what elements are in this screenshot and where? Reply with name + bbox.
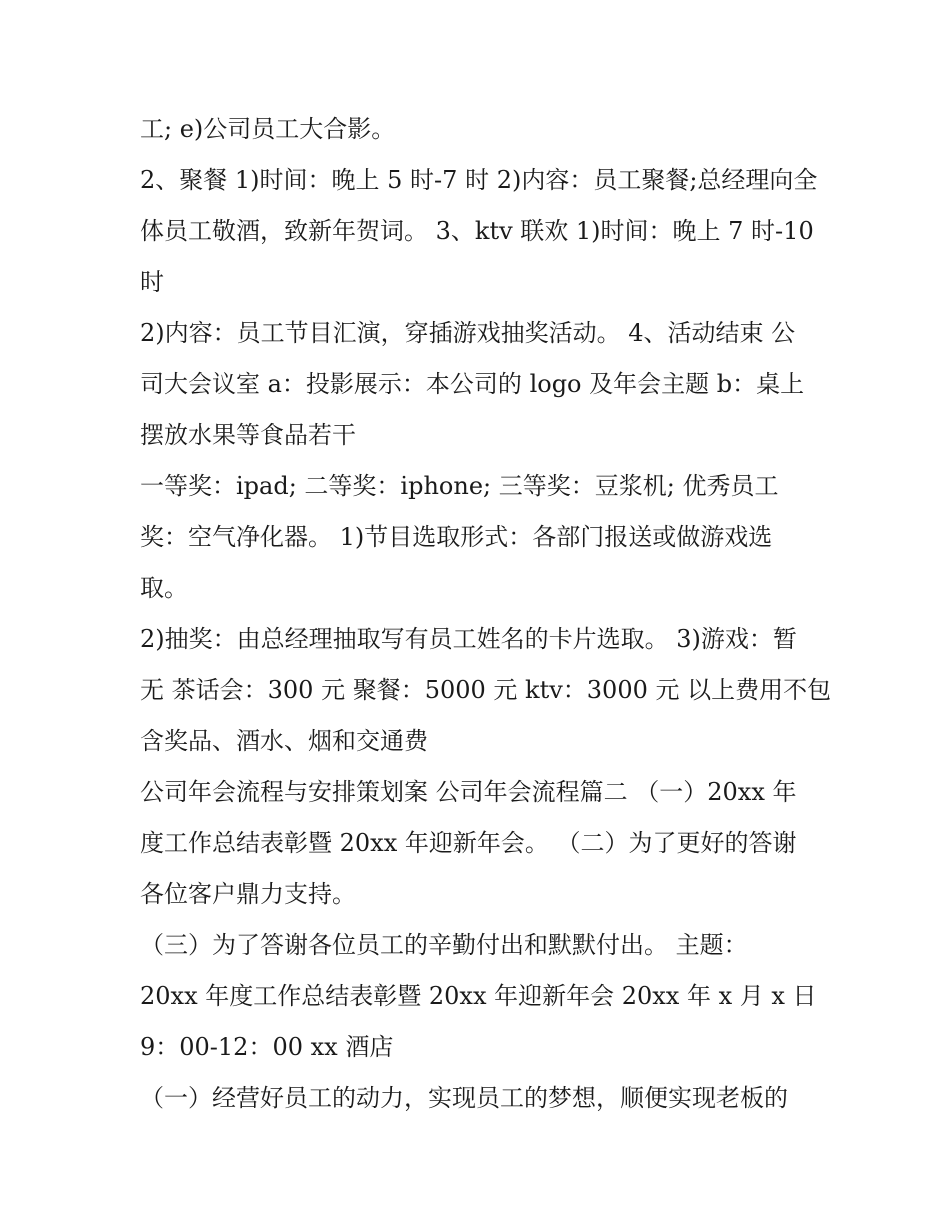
text-line: 摆放水果等食品若干	[140, 421, 356, 449]
text-line: 2)内容：员工节目汇演，穿插游戏抽奖活动。 4、活动结束 公	[140, 319, 796, 347]
text-line: 奖：空气净化器。 1)节目选取形式：各部门报送或做游戏选	[140, 523, 773, 551]
text-line: 司大会议室 a：投影展示：本公司的 logo 及年会主题 b：桌上	[140, 370, 805, 398]
text-line: 度工作总结表彰暨 20xx 年迎新年会。 （二）为了更好的答谢	[140, 829, 797, 857]
text-line: 工; e)公司员工大合影。	[140, 115, 396, 143]
text-line: 公司年会流程与安排策划案 公司年会流程篇二 （一）20xx 年	[140, 778, 797, 806]
text-line: 时	[140, 268, 164, 296]
text-line: 无 茶话会：300 元 聚餐：5000 元 ktv：3000 元 以上费用不包	[140, 676, 832, 704]
text-line: 一等奖：ipad; 二等奖：iphone; 三等奖：豆浆机; 优秀员工	[140, 472, 779, 500]
text-line: 含奖品、酒水、烟和交通费	[140, 727, 428, 755]
text-line: （三）为了答谢各位员工的辛勤付出和默默付出。 主题：	[140, 931, 748, 959]
text-line: 各位客户鼎力支持。	[140, 880, 356, 908]
text-line: 9：00-12：00 xx 酒店	[140, 1033, 394, 1061]
text-line: 2)抽奖：由总经理抽取写有员工姓名的卡片选取。 3)游戏：暂	[140, 625, 797, 653]
body-text	[140, 107, 830, 1127]
text-line: 取。	[140, 574, 188, 602]
text-line: （一）经营好员工的动力，实现员工的梦想，顺便实现老板的	[140, 1084, 788, 1112]
text-line: 20xx 年度工作总结表彰暨 20xx 年迎新年会 20xx 年 x 月 x 日	[140, 982, 817, 1010]
text-line: 2、聚餐 1)时间：晚上 5 时-7 时 2)内容：员工聚餐;总经理向全	[140, 166, 818, 194]
text-line: 体员工敬酒，致新年贺词。 3、ktv 联欢 1)时间：晚上 7 时-10	[140, 217, 814, 245]
